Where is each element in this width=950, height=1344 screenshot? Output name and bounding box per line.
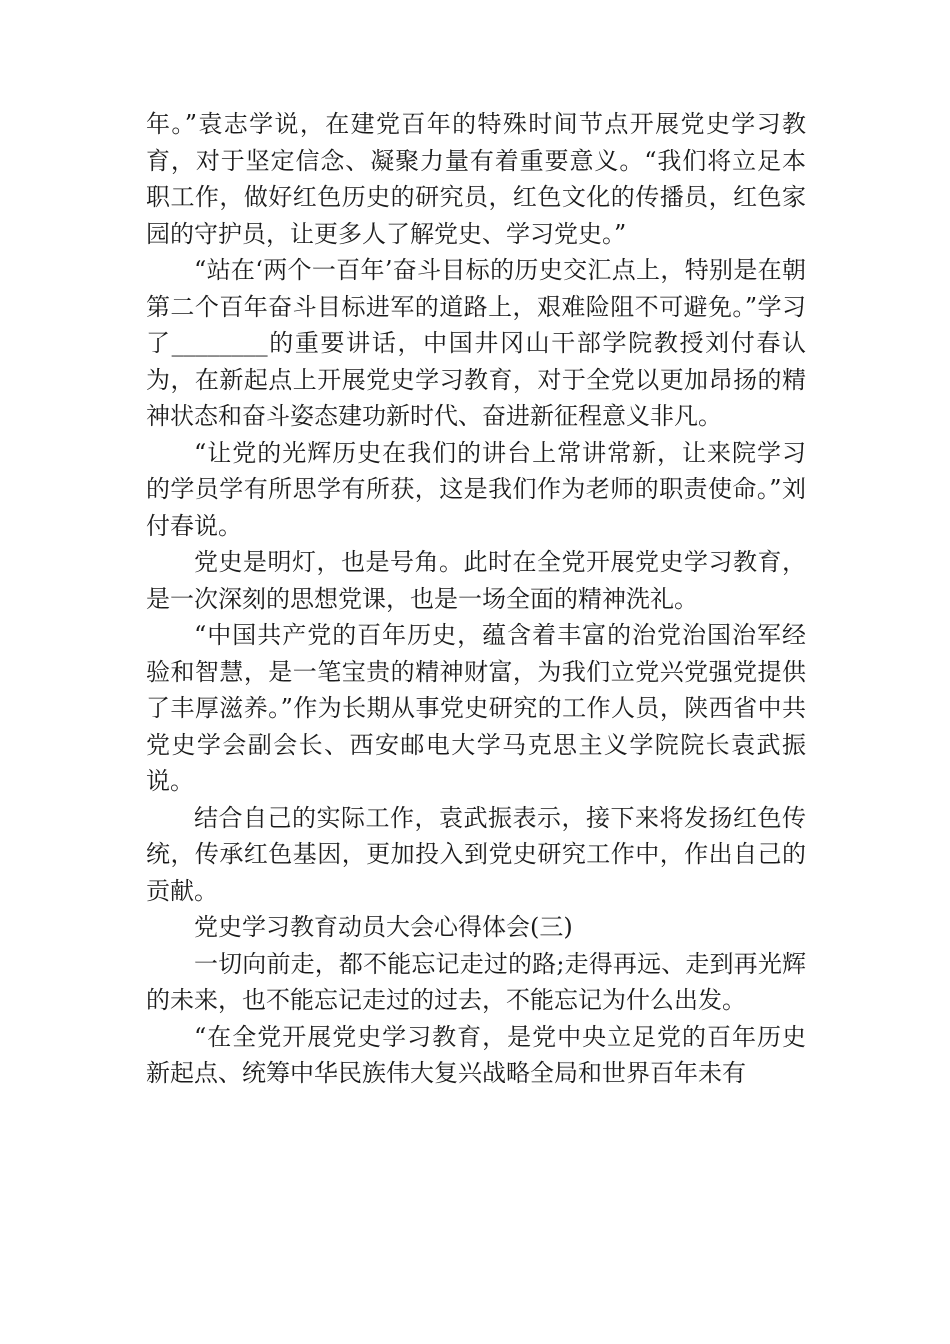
paragraph-4: 党史是明灯，也是号角。此时在全党开展党史学习教育，是一次深刻的思想党课，也是一场全面的精神洗礼。 xyxy=(146,548,806,613)
document-body xyxy=(146,106,806,1092)
paragraph-6: 结合自己的实际工作，袁武振表示，接下来将发扬红色传统，传承红色基因，更加投入到党史研究工作中，作出自己的贡献。 xyxy=(146,803,806,905)
paragraph-8: “在全党开展党史学习教育，是党中央立足党的百年历史新起点、统筹中华民族伟大复兴战略全局和世界百年未有 xyxy=(146,1022,806,1087)
paragraph-2: “站在‘两个一百年’奋斗目标的历史交汇点上，特别是在朝第二个百年奋斗目标进军的道路上，艰难险阻不可避免。”学习了________的重要讲话，中国井冈山干部学院教授刘付春认为，在新起点上开展党史学习教育，对于全党以更加昂扬的精神状态和奋斗姿态建功新时代、奋进新征程意义非凡。 xyxy=(146,256,806,430)
paragraph-1: 年。”袁志学说，在建党百年的特殊时间节点开展党史学习教育，对于坚定信念、凝聚力量有着重要意义。“我们将立足本职工作，做好红色历史的研究员，红色文化的传播员，红色家园的守护员，让更多人了解党史、学习党史。” xyxy=(146,110,806,248)
section-heading: 党史学习教育动员大会心得体会(三) xyxy=(194,913,573,941)
paragraph-3: “让党的光辉历史在我们的讲台上常讲常新，让来院学习的学员学有所思学有所获，这是我们作为老师的职责使命。”刘付春说。 xyxy=(146,438,806,540)
paragraph-7: 一切向前走，都不能忘记走过的路;走得再远、走到再光辉的未来，也不能忘记走过的过去，不能忘记为什么出发。 xyxy=(146,949,806,1014)
paragraph-5: “中国共产党的百年历史，蕴含着丰富的治党治国治军经验和智慧，是一笔宝贵的精神财富，为我们立党兴党强党提供了丰厚滋养。”作为长期从事党史研究的工作人员，陕西省中共党史学会副会长、西安邮电大学马克思主义学院院长袁武振说。 xyxy=(146,621,806,795)
